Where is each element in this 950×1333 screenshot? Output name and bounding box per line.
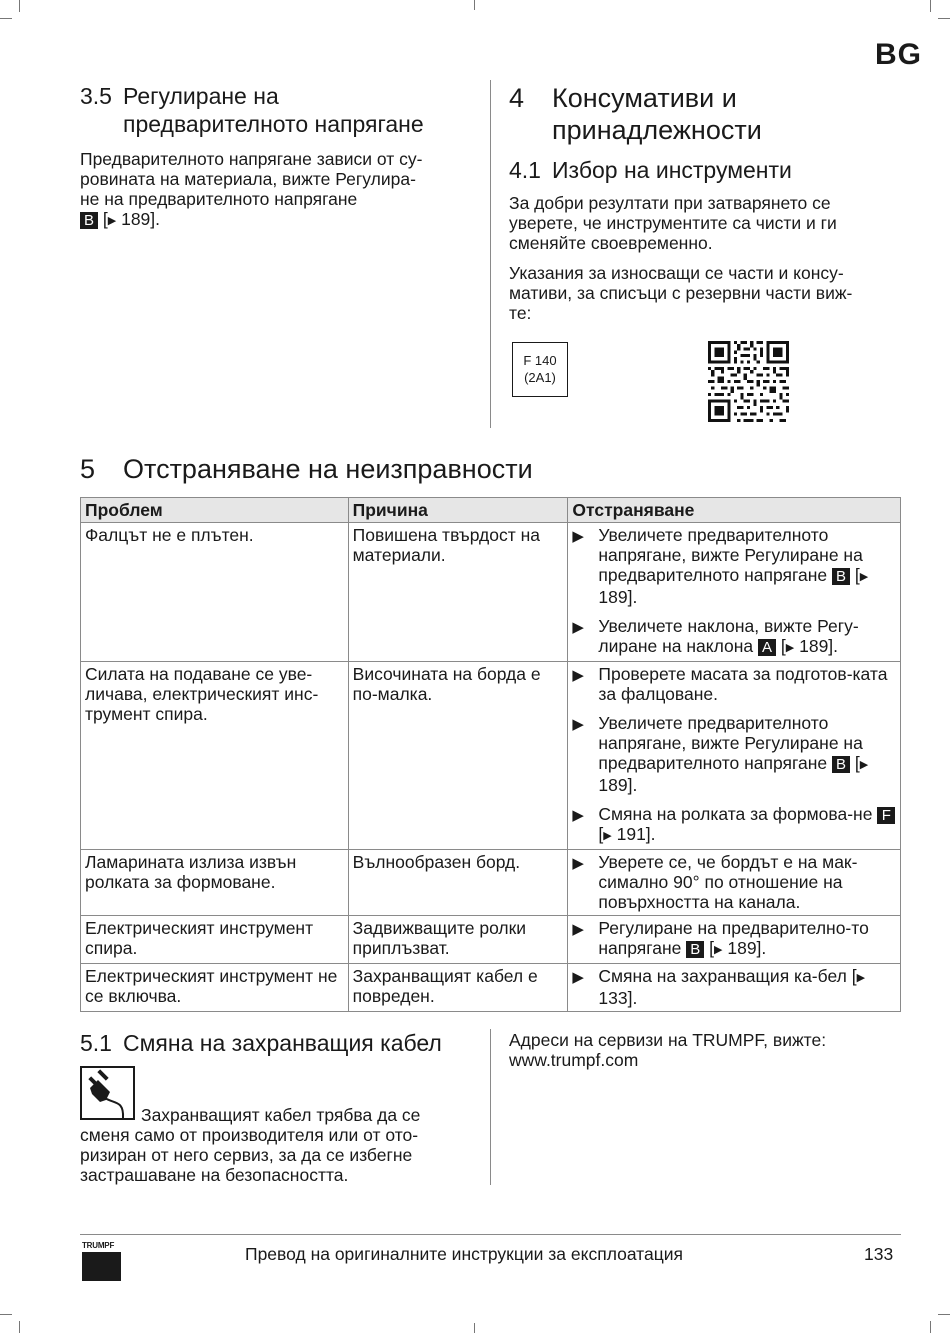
- page-ref-link[interactable]: 189].: [598, 587, 638, 607]
- remedy-step: [572, 804, 896, 846]
- column-header-problem: Проблем: [81, 498, 349, 523]
- logo-block: [82, 1252, 121, 1281]
- body-line: застрашаване на безопасността.: [80, 1165, 349, 1185]
- section-number: 4: [509, 83, 525, 113]
- section-number: 3.5: [80, 83, 112, 109]
- heading-line: Регулиране на: [123, 83, 279, 109]
- figure-badge: B: [832, 568, 850, 585]
- page-ref-icon: ▶: [107, 215, 117, 227]
- step-arrow-icon: ▶: [572, 807, 584, 824]
- figure-badge: F: [877, 807, 895, 824]
- step-arrow-icon: ▶: [572, 619, 584, 636]
- remedy-text: Увеличете наклона, вижте Регу-лиране на наклона A [▶ 189].: [598, 616, 859, 656]
- table-row: [81, 850, 901, 916]
- body-line: сменяйте своевременно.: [509, 233, 713, 253]
- remedy-cell: [568, 964, 901, 1012]
- remedy-cell: [568, 850, 901, 916]
- remedy-description: Увеличете наклона, вижте Регу-лиране на наклона: [598, 616, 859, 656]
- body-line: мативи, за списъци с резервни части виж-: [509, 283, 853, 303]
- remedy-text: Увеличете предварителното напрягане, вижте Регулиране на предварителното напрягане B [▶ 189].: [598, 713, 869, 795]
- problem-cell: Електрическият инструмент спира.: [81, 916, 349, 964]
- section-4-heading: [509, 82, 909, 146]
- step-arrow-icon: ▶: [572, 855, 584, 872]
- problem-cell: Електрическият инструмент не се включва.: [81, 964, 349, 1012]
- body-line: ровината на материала, вижте Регулира-: [80, 169, 416, 189]
- problem-cell: Ламарината излиза извън ролката за формоване.: [81, 850, 349, 916]
- page-ref-icon: ▶: [785, 642, 795, 654]
- figure-badge: A: [758, 639, 776, 656]
- part-code-sub: (2A1): [524, 370, 556, 385]
- table-row: [81, 964, 901, 1012]
- logo-text: TRUMPF: [82, 1241, 115, 1250]
- section-5-heading: [80, 453, 533, 485]
- remedy-description: Смяна на захранващия ка-бел: [598, 966, 847, 986]
- part-code-box: [512, 342, 568, 397]
- page-ref-icon: ▶: [856, 972, 866, 984]
- heading-line: Консумативи и: [552, 83, 737, 113]
- remedy-step: [572, 918, 896, 960]
- cause-cell: Вълнообразен борд.: [348, 850, 568, 916]
- footer-divider: [80, 1234, 901, 1235]
- section-5-1-heading: [80, 1029, 442, 1057]
- page-ref-link[interactable]: 189].: [598, 775, 638, 795]
- remedy-step: [572, 664, 896, 704]
- section-number: 4.1: [509, 157, 541, 183]
- body-line: сменя само от производителя или от ото-: [80, 1125, 419, 1145]
- step-arrow-icon: ▶: [572, 716, 584, 733]
- table-row: [81, 523, 901, 662]
- remedy-step: [572, 713, 896, 795]
- figure-badge: B: [832, 756, 850, 773]
- section-number: 5: [80, 454, 96, 484]
- body-line: уверете, че инструментите са чисти и ги: [509, 213, 837, 233]
- remedy-description: Увеличете предварителното напрягане, вижте Регулиране на предварителното напрягане: [598, 713, 863, 773]
- step-arrow-icon: ▶: [572, 921, 584, 938]
- body-line: те:: [509, 303, 532, 323]
- footer-caption: Превод на оригиналните инструкции за експлоатация: [245, 1244, 684, 1264]
- remedy-description: Проверете масата за подготов-ката за фалцоване.: [598, 664, 888, 704]
- cause-cell: Повишена твърдост на материали.: [348, 523, 568, 662]
- page-ref-icon: ▶: [714, 944, 723, 956]
- page-number: 133: [864, 1244, 894, 1264]
- trumpf-logo: [82, 1241, 122, 1281]
- remedy-step: [572, 852, 896, 912]
- remedy-text: [598, 664, 896, 704]
- step-arrow-icon: ▶: [572, 667, 584, 684]
- troubleshooting-table: [80, 497, 901, 1012]
- section-3-5-heading: [80, 82, 475, 138]
- problem-cell: Фалцът не е плътен.: [81, 523, 349, 662]
- remedy-cell: [568, 662, 901, 850]
- page-ref-link[interactable]: 191].: [616, 824, 656, 844]
- remedy-cell: [568, 523, 901, 662]
- body-line: Предварителното напрягане зависи от су-: [80, 149, 423, 169]
- page-ref-link[interactable]: 189].: [121, 209, 161, 229]
- heading-text: Избор на инструменти: [552, 157, 792, 183]
- language-code: BG: [875, 38, 922, 71]
- page-ref-icon: ▶: [859, 571, 869, 583]
- figure-badge: B: [80, 212, 98, 229]
- remedy-description: Регулиране на предварително-то напрягане: [598, 918, 869, 958]
- remedy-description: Смяна на ролката за формова-не: [598, 804, 873, 824]
- body-line: За добри резултати при затварянето се: [509, 193, 831, 213]
- qr-code-icon[interactable]: [708, 341, 789, 422]
- remedy-description: Уверете се, че бордът е на мак-симално 90° по отношение на повърхността на канала.: [598, 852, 858, 912]
- column-header-remedy: Отстраняване: [568, 498, 901, 523]
- page-ref-link[interactable]: 189].: [799, 636, 839, 656]
- column-divider: [490, 80, 491, 428]
- remedy-step: [572, 966, 896, 1008]
- step-arrow-icon: ▶: [572, 528, 584, 545]
- page-ref-link[interactable]: 133].: [598, 988, 638, 1008]
- part-code: F 140: [523, 353, 557, 368]
- table-header-row: [81, 498, 901, 523]
- cause-cell: Захранващият кабел е повреден.: [348, 964, 568, 1012]
- body-line: ризиран от него сервиз, за да се избегне: [80, 1145, 413, 1165]
- remedy-step: [572, 525, 896, 607]
- heading-line: принадлежности: [552, 115, 762, 145]
- step-arrow-icon: ▶: [572, 969, 584, 986]
- heading-text: Отстраняване на неизправности: [123, 454, 533, 484]
- body-line: Захранващият кабел трябва да се: [141, 1105, 421, 1125]
- column-divider: [490, 1029, 491, 1185]
- remedy-text: [598, 852, 896, 912]
- remedy-description: Увеличете предварителното напрягане, вижте Регулиране на предварителното напрягане: [598, 525, 863, 585]
- table-row: [81, 662, 901, 850]
- figure-badge: B: [686, 941, 704, 958]
- section-5-1-body: [80, 1105, 480, 1185]
- cause-cell: Височината на борда е по-малка.: [348, 662, 568, 850]
- heading-text: Смяна на захранващия кабел: [123, 1030, 442, 1056]
- website-link[interactable]: www.trumpf.com: [509, 1050, 639, 1070]
- remedy-text: Регулиране на предварително-то напрягане B [▶ 189].: [598, 918, 869, 958]
- page-ref-icon: ▶: [859, 759, 869, 771]
- service-text: Адреси на сервизи на TRUMPF, вижте:: [509, 1030, 827, 1050]
- page-ref-link[interactable]: 189].: [727, 938, 767, 958]
- remedy-text: Смяна на захранващия ка-бел [▶ 133].: [598, 966, 866, 1008]
- section-4: [509, 82, 909, 323]
- remedy-text: Смяна на ролката за формова-не F [▶ 191].: [598, 804, 896, 846]
- column-header-cause: Причина: [348, 498, 568, 523]
- body-line: не на предварителното напрягане: [80, 189, 358, 209]
- problem-cell: Силата на подаване се уве-личава, електрическият инс-трумент спира.: [81, 662, 349, 850]
- remedy-cell: [568, 916, 901, 964]
- remedy-step: [572, 616, 896, 658]
- section-number: 5.1: [80, 1030, 112, 1056]
- remedy-text: Увеличете предварителното напрягане, вижте Регулиране на предварителното напрягане B [▶ 189].: [598, 525, 869, 607]
- section-4-1-heading: [509, 156, 909, 184]
- cause-cell: Задвижващите ролки приплъзват.: [348, 916, 568, 964]
- table-row: [81, 916, 901, 964]
- body-line: Указания за износващи се части и консу-: [509, 263, 844, 283]
- heading-line: предварителното напрягане: [123, 111, 424, 137]
- page-ref-icon: ▶: [603, 830, 612, 842]
- ref-bracket: [: [102, 209, 108, 229]
- service-info: [509, 1030, 899, 1070]
- section-3-5: [80, 82, 475, 231]
